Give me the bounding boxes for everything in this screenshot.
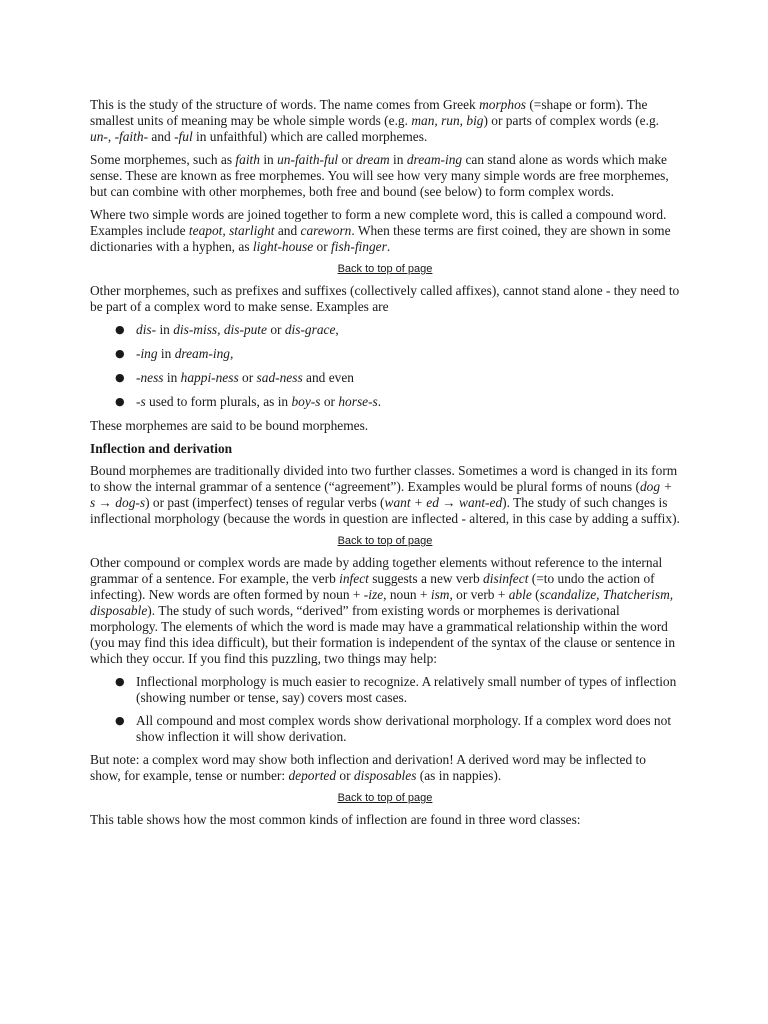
text: suggests a new verb	[368, 571, 484, 586]
bullet-icon: ●	[115, 395, 125, 408]
text: This is the study of the structure of words. The name comes from Greek	[90, 97, 480, 112]
paragraph-derivation	[90, 555, 680, 667]
text: or	[338, 152, 356, 167]
term: man, run, big	[411, 113, 484, 128]
text: , noun +	[383, 587, 431, 602]
term: faith	[235, 152, 260, 167]
term: -ful	[174, 129, 193, 144]
bullet-icon: ●	[115, 371, 125, 384]
back-to-top-link[interactable]: Back to top of page	[337, 263, 433, 275]
bullet-icon: ●	[115, 675, 125, 688]
term: light-house	[252, 239, 314, 254]
text: Inflectional morphology is much easier to recognize. A relatively small number of types of inflection (showing number or tense, say) covers most cases.	[136, 674, 677, 705]
text: ). The study of such changes is inflectional morphology (because the words in question are inflected - altered, in this case by adding a suffix).	[90, 495, 680, 526]
term: boy-s	[291, 394, 321, 409]
term: want + ed → want-ed	[384, 495, 503, 510]
text: or	[266, 322, 285, 337]
paragraph-free-morphemes	[90, 152, 680, 200]
term: disposables	[353, 768, 417, 783]
list-item	[90, 370, 680, 386]
term: dis-	[136, 322, 157, 337]
term: -ing	[136, 346, 158, 361]
term: dream-ing,	[174, 346, 234, 361]
bullet-icon: ●	[115, 347, 125, 360]
text: (=to undo the action of infecting). New words are often formed by noun +	[90, 571, 655, 602]
term: -s	[136, 394, 146, 409]
term: teapot, starlight	[188, 223, 275, 238]
list-item	[90, 346, 680, 362]
term: dream	[355, 152, 390, 167]
bullet-icon: ●	[115, 714, 125, 727]
section-heading: Inflection and derivation	[90, 441, 233, 456]
list-item	[90, 674, 680, 706]
text: ,	[335, 322, 339, 337]
term: un-faith-ful	[277, 152, 339, 167]
paragraph-note	[90, 752, 680, 784]
text: and	[148, 129, 175, 144]
text: But note: a complex word may show both inflection and derivation! A derived word may be inflected to show, for example, tense or number:	[90, 752, 646, 783]
text: .	[386, 239, 391, 254]
text: and	[274, 223, 301, 238]
paragraph-inflection	[90, 463, 680, 527]
text: , or verb +	[449, 587, 509, 602]
paragraph-compound-words	[90, 207, 680, 255]
list-item	[90, 394, 680, 410]
term: un-	[90, 129, 108, 144]
text: in	[163, 370, 181, 385]
term: scandalize, Thatcherism, disposable	[90, 587, 674, 618]
text: in	[389, 152, 407, 167]
term: infect	[339, 571, 369, 586]
text: and even	[302, 370, 354, 385]
term: sad-ness	[256, 370, 303, 385]
text: Other compound or complex words are made by adding together elements without reference to the internal grammar of a sentence. For example, the verb	[90, 555, 663, 586]
list-item	[90, 322, 680, 338]
text: ) or parts of complex words (e.g.	[483, 113, 660, 128]
term: horse-s	[338, 394, 378, 409]
help-list	[90, 674, 680, 745]
paragraph-table-intro: This table shows how the most common kinds of inflection are found in three word classes:	[90, 812, 581, 827]
term: able	[508, 587, 532, 602]
text: in unfaithful) which are called morphemes.	[192, 129, 428, 144]
term: careworn	[300, 223, 352, 238]
text: (as in nappies).	[416, 768, 502, 783]
text: in	[157, 346, 175, 361]
paragraph-bound-summary: These morphemes are said to be bound morphemes.	[90, 418, 369, 433]
text: can stand alone as words which make sense. These are known as free morphemes. You will see how very many simple words are free morphemes, but can combine with other morphemes, both free and bound (see below) to form complex words.	[90, 152, 669, 199]
text: or	[320, 394, 339, 409]
back-to-top-link[interactable]: Back to top of page	[337, 792, 433, 804]
bullet-icon: ●	[115, 323, 125, 336]
back-to-top	[90, 534, 680, 548]
text: or	[336, 768, 354, 783]
text: or	[313, 239, 332, 254]
paragraph-intro	[90, 97, 680, 145]
term: dream-ing	[406, 152, 463, 167]
term: dis-miss, dis-pute	[173, 322, 267, 337]
list-item	[90, 713, 680, 745]
term: morphos	[479, 97, 526, 112]
text: . When these terms are first coined, they are shown in some dictionaries with a hyphen, as	[90, 223, 671, 254]
affix-examples-list	[90, 322, 680, 410]
text: ) or past (imperfect) tenses of regular verbs (	[145, 495, 385, 510]
text: in	[259, 152, 278, 167]
term: -faith-	[114, 129, 149, 144]
back-to-top	[90, 262, 680, 276]
text: or	[238, 370, 257, 385]
text: in	[156, 322, 174, 337]
text: Bound morphemes are traditionally divided into two further classes. Sometimes a word is changed in its form to show the internal grammar of a sentence (“agreement”). Examples would be plural forms of nouns (	[90, 463, 678, 494]
term: ism	[430, 587, 450, 602]
term: -ize	[363, 587, 384, 602]
document-body	[90, 97, 680, 835]
back-to-top-link[interactable]: Back to top of page	[337, 535, 433, 547]
term: dis-grace	[284, 322, 336, 337]
term: deported	[288, 768, 337, 783]
term: happi-ness	[180, 370, 239, 385]
text: (	[531, 587, 540, 602]
term: -ness	[136, 370, 164, 385]
term: fish-finger	[331, 239, 387, 254]
text: Some morphemes, such as	[90, 152, 236, 167]
paragraph-bound-morphemes: Other morphemes, such as prefixes and suffixes (collectively called affixes), cannot stand alone - they need to be part of a complex word to make sense. Examples are	[90, 283, 680, 314]
text: ,	[107, 129, 115, 144]
text: .	[377, 394, 382, 409]
text: Where two simple words are joined together to form a new complete word, this is called a compound word. Examples include	[90, 207, 667, 238]
back-to-top	[90, 791, 680, 805]
term: dog + s → dog-s	[90, 479, 673, 510]
text: ). The study of such words, “derived” from existing words or morphemes is derivational morphology. The elements of which the word is made may have a grammatical relationship within the word (you may find this idea difficult), but their formation is independent of the syntax of the clause or sentence in which they occur. If you find this puzzling, two things may help:	[90, 603, 676, 666]
text: (=shape or form). The smallest units of meaning may be whole simple words (e.g.	[90, 97, 648, 128]
text: used to form plurals, as in	[145, 394, 292, 409]
text: All compound and most complex words show derivational morphology. If a complex word does not show inflection it will show derivation.	[136, 713, 672, 744]
term: disinfect	[483, 571, 529, 586]
